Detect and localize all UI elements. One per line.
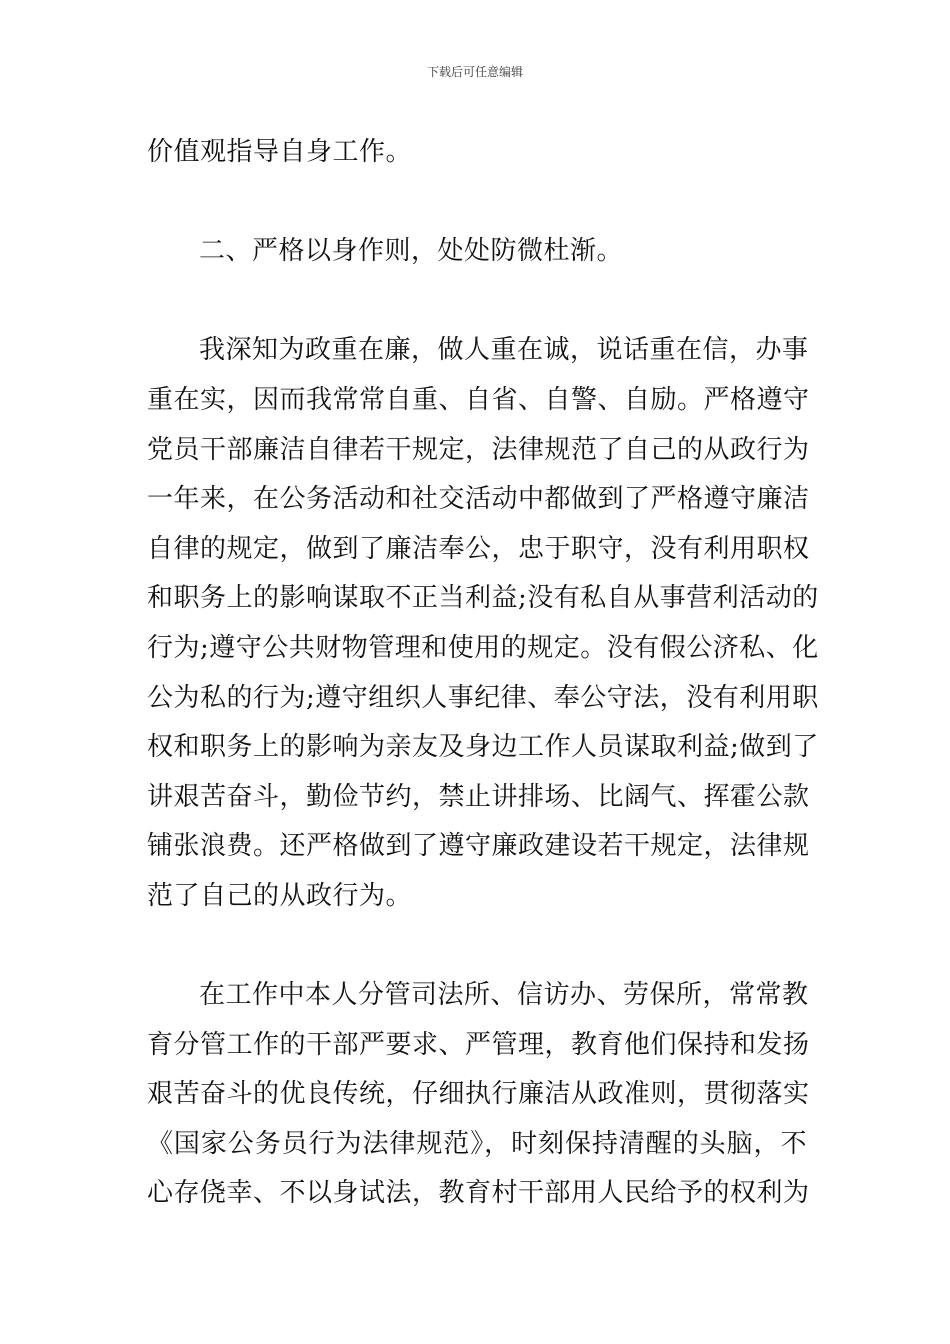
paragraph-1 xyxy=(147,128,807,178)
paragraph-line: 心存侥幸、不以身试法，教育村干部用人民给予的权利为 xyxy=(147,1178,810,1209)
paragraph-line: 育分管工作的干部严要求、严管理，教育他们保持和发扬 xyxy=(147,1029,810,1060)
paragraph-gap xyxy=(147,922,807,972)
paragraph-gap xyxy=(147,178,807,228)
header-note: 下载后可任意编辑 xyxy=(426,65,523,79)
paragraph-line: 我深知为政重在廉，做人重在诚，说话重在信，办事 xyxy=(199,335,809,366)
paragraph-line: 一年来，在公务活动和社交活动中都做到了严格遵守廉洁 xyxy=(147,484,810,515)
paragraph-line: 行为;遵守公共财物管理和使用的规定。没有假公济私、化 xyxy=(147,632,819,663)
paragraph-4 xyxy=(147,971,810,1219)
paragraph-3 xyxy=(147,326,819,921)
paragraph-line: 公为私的行为;遵守组织人事纪律、奉公守法，没有利用职 xyxy=(147,682,819,713)
paragraph-line: 范了自己的从政行为。 xyxy=(147,880,413,911)
paragraph-line: 自律的规定，做到了廉洁奉公，忠于职守，没有利用职权 xyxy=(147,533,810,564)
paragraph-line: 讲艰苦奋斗，勤俭节约，禁止讲排场、比阔气、挥霍公款 xyxy=(147,781,810,812)
paragraph-line: 重在实，因而我常常自重、自省、自警、自励。严格遵守 xyxy=(147,384,810,415)
section-heading xyxy=(147,227,807,277)
paragraph-line: 铺张浪费。还严格做到了遵守廉政建设若干规定，法律规 xyxy=(147,831,810,862)
paragraph-line: 价值观指导自身工作。 xyxy=(147,137,413,167)
paragraph-line: 和职务上的影响谋取不正当利益;没有私自从事营利活动的 xyxy=(147,583,819,614)
paragraph-line: 党员干部廉洁自律若干规定，法律规范了自己的从政行为 xyxy=(147,434,810,465)
paragraph-line: 艰苦奋斗的优良传统，仔细执行廉洁从政准则，贯彻落实 xyxy=(147,1079,810,1110)
paragraph-line: 二、严格以身作则，处处防微杜渐。 xyxy=(199,236,624,267)
paragraph-line: 在工作中本人分管司法所、信访办、劳保所，常常教 xyxy=(199,980,809,1011)
paragraph-gap xyxy=(147,277,807,327)
document-body xyxy=(147,128,819,1219)
paragraph-line: 权和职务上的影响为亲友及身边工作人员谋取利益;做到了 xyxy=(147,732,819,763)
paragraph-line: 《国家公务员行为法律规范》，时刻保持清醒的头脑，不 xyxy=(147,1128,807,1159)
